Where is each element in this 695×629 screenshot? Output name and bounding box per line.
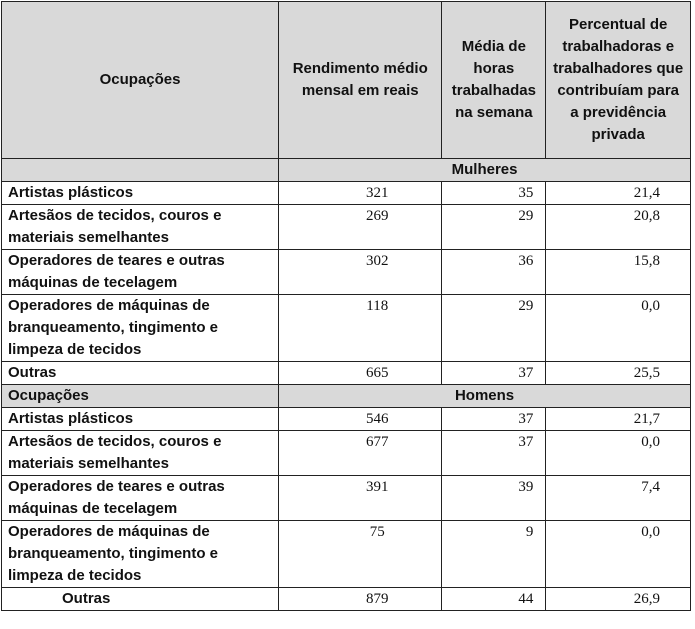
hours-cell: 37 — [442, 408, 546, 431]
table-row — [2, 408, 691, 431]
table-header-row — [2, 2, 691, 159]
income-cell: 118 — [279, 295, 442, 362]
percent-cell: 7,4 — [546, 476, 691, 521]
income-cell: 321 — [279, 182, 442, 205]
percent-cell: 0,0 — [546, 431, 691, 476]
hours-cell: 44 — [442, 588, 546, 611]
table-row — [2, 182, 691, 205]
percent-cell: 0,0 — [546, 295, 691, 362]
hours-cell: 37 — [442, 362, 546, 385]
occupation-cell: Artesãos de tecidos, couros e materiais semelhantes — [2, 431, 279, 476]
occupation-cell: Operadores de teares e outras máquinas de tecelagem — [2, 250, 279, 295]
men-occupations-label: Ocupações — [2, 385, 279, 408]
occupation-cell: Operadores de máquinas de branqueamento, tingimento e limpeza de tecidos — [2, 521, 279, 588]
table-row — [2, 431, 691, 476]
income-cell: 677 — [279, 431, 442, 476]
hours-cell: 9 — [442, 521, 546, 588]
percent-cell: 21,7 — [546, 408, 691, 431]
income-cell: 302 — [279, 250, 442, 295]
income-cell: 879 — [279, 588, 442, 611]
percent-cell: 15,8 — [546, 250, 691, 295]
occupation-cell: Artistas plásticos — [2, 408, 279, 431]
occupation-cell: Operadores de teares e outras máquinas de tecelagem — [2, 476, 279, 521]
hours-cell: 36 — [442, 250, 546, 295]
income-cell: 75 — [279, 521, 442, 588]
table-row — [2, 476, 691, 521]
header-hours: Média de horas trabalhadas na semana — [442, 2, 546, 159]
header-occupations: Ocupações — [2, 2, 279, 159]
table-row — [2, 250, 691, 295]
women-section-row — [2, 159, 691, 182]
table-row — [2, 521, 691, 588]
percent-cell: 0,0 — [546, 521, 691, 588]
men-section-label: Homens — [279, 385, 691, 408]
percent-cell: 26,9 — [546, 588, 691, 611]
header-income: Rendimento médio mensal em reais — [279, 2, 442, 159]
hours-cell: 39 — [442, 476, 546, 521]
income-cell: 391 — [279, 476, 442, 521]
hours-cell: 35 — [442, 182, 546, 205]
table-row — [2, 588, 691, 611]
occupation-cell: Operadores de máquinas de branqueamento, tingimento e limpeza de tecidos — [2, 295, 279, 362]
income-cell: 269 — [279, 205, 442, 250]
occupation-cell: Artistas plásticos — [2, 182, 279, 205]
percent-cell: 25,5 — [546, 362, 691, 385]
occupation-cell: Artesãos de tecidos, couros e materiais semelhantes — [2, 205, 279, 250]
women-section-label: Mulheres — [279, 159, 691, 182]
header-percent: Percentual de trabalhadoras e trabalhadores que contribuíam para a previdência privada — [546, 2, 691, 159]
table-row — [2, 295, 691, 362]
hours-cell: 37 — [442, 431, 546, 476]
men-section-row — [2, 385, 691, 408]
hours-cell: 29 — [442, 295, 546, 362]
occupations-table — [1, 1, 691, 611]
hours-cell: 29 — [442, 205, 546, 250]
occupation-cell: Outras — [2, 588, 279, 611]
income-cell: 546 — [279, 408, 442, 431]
table-row — [2, 362, 691, 385]
occupation-cell: Outras — [2, 362, 279, 385]
income-cell: 665 — [279, 362, 442, 385]
percent-cell: 20,8 — [546, 205, 691, 250]
percent-cell: 21,4 — [546, 182, 691, 205]
table-row — [2, 205, 691, 250]
women-section-blank — [2, 159, 279, 182]
